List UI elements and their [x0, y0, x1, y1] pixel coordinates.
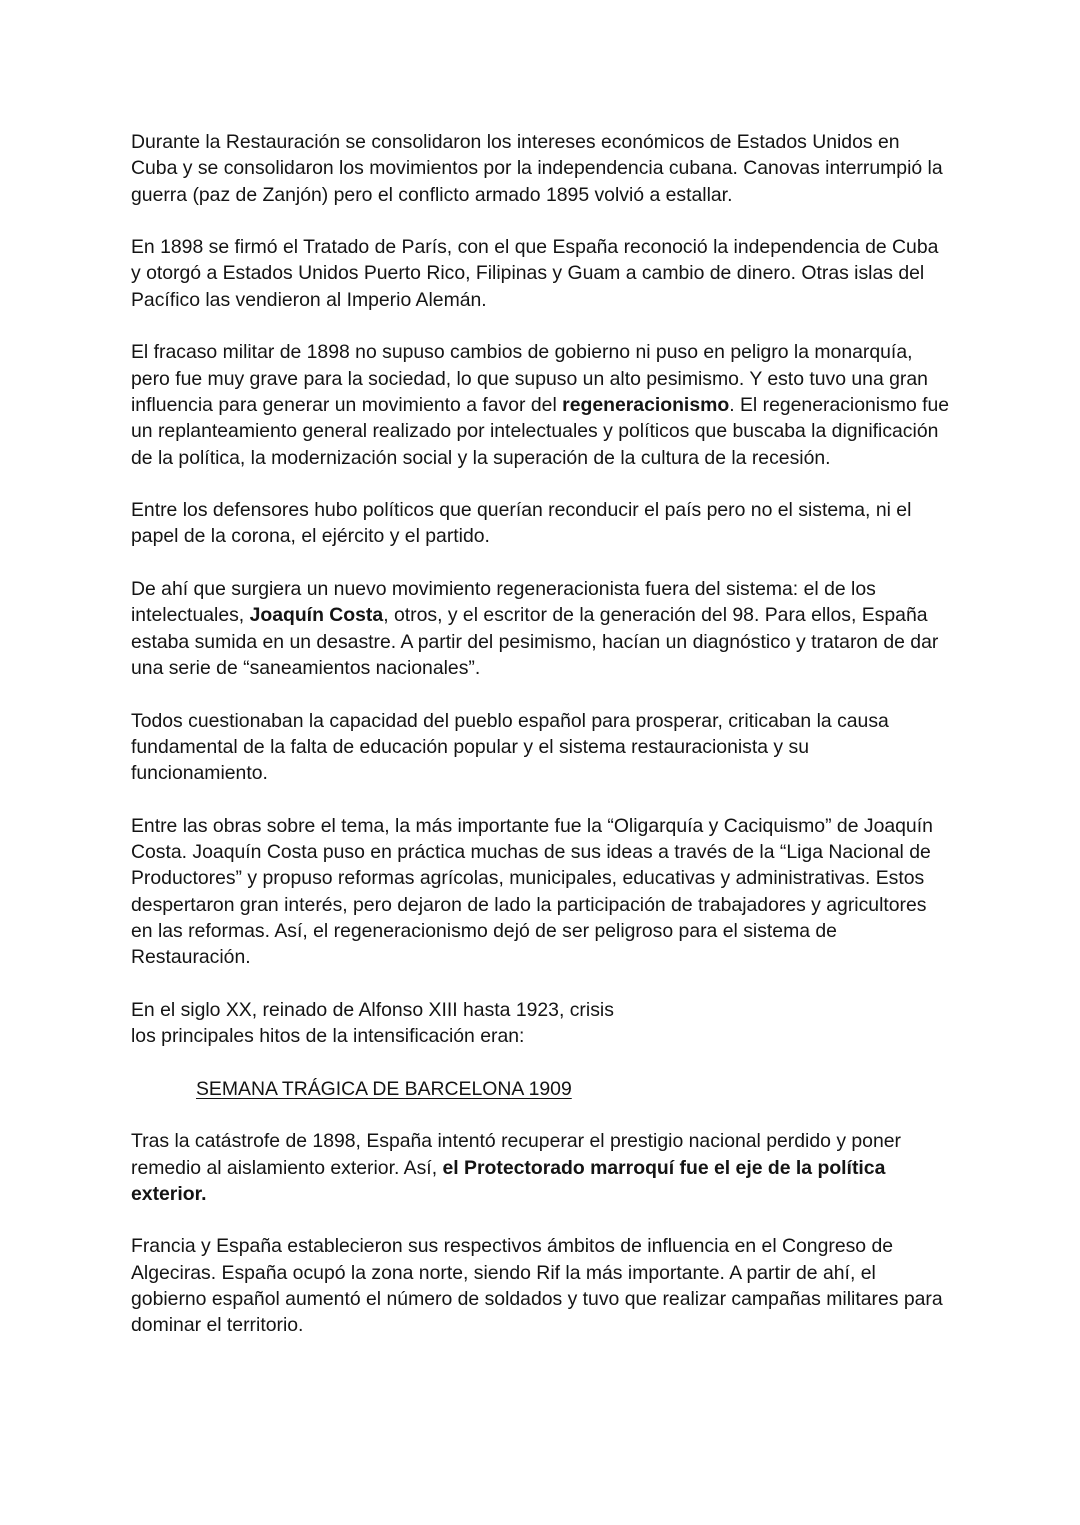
- paragraph-defensores: Entre los defensores hubo políticos que querían reconducir el país pero no el sistema, ni el papel de la corona, el ejército y el partido.: [131, 499, 912, 548]
- text-span: El fracaso militar de 1898 no supuso cambios de gobierno ni puso en peligro la monarquía, pero fue muy grave para la sociedad, lo que supuso un alto pesimismo. Y esto tuvo una gran influencia para generar un movimiento a favor del: [131, 341, 928, 416]
- text-span: Tras la catástrofe de 1898, España intentó recuperar el prestigio nacional perdido y poner remedio al aislamiento exterior. Así,: [131, 1130, 901, 1179]
- text-span: De ahí que surgiera un nuevo movimiento regeneracionista fuera del sistema: el de los intelectuales,: [131, 578, 876, 627]
- paragraph-siglo-xx: [131, 997, 951, 1050]
- bold-term-joaquin-costa: Joaquín Costa: [249, 604, 384, 627]
- paragraph-intelectuales: [131, 576, 951, 681]
- bold-phrase-protectorado: el Protectorado marroquí fue el eje de la política exterior.: [131, 1156, 886, 1205]
- section-heading-semana-tragica: SEMANA TRÁGICA DE BARCELONA 1909: [196, 1077, 572, 1100]
- bold-term-regeneracionismo: regeneracionismo: [562, 393, 730, 416]
- paragraph-algeciras: Francia y España establecieron sus respectivos ámbitos de influencia en el Congreso de Algeciras. España ocupó la zona norte, siendo Rif la más importante. A partir de ahí, el gobierno español aumentó el número de soldados y tuvo que realizar campañas militares para dominar el territorio.: [131, 1235, 943, 1337]
- document-page: [131, 129, 951, 1365]
- text-line: los principales hitos de la intensificación eran:: [131, 1025, 525, 1048]
- text-span: , otros, y el escritor de la generación del 98. Para ellos, España estaba sumida en un desastre. A partir del pesimismo, hacían un diagnóstico y trataron de dar una serie de “saneamientos nacionales”.: [131, 604, 939, 679]
- paragraph-tratado-paris: En 1898 se firmó el Tratado de París, con el que España reconoció la independencia de Cuba y otorgó a Estados Unidos Puerto Rico, Filipinas y Guam a cambio de dinero. Otras islas del Pacífico las vendieron al Imperio Alemán.: [131, 236, 939, 311]
- text-span: . El regeneracionismo fue un replanteamiento general realizado por intelectuales y políticos que buscaba la dignificación de la política, la modernización social y la superación de la cultura de la recesión.: [131, 393, 950, 469]
- paragraph-cuba-restauracion: Durante la Restauración se consolidaron los intereses económicos de Estados Unidos en Cuba y se consolidaron los movimientos por la independencia cubana. Canovas interrumpió la guerra (paz de Zanjón) pero el conflicto armado 1895 volvió a estallar.: [131, 131, 943, 206]
- paragraph-obras: Entre las obras sobre el tema, la más importante fue la “Oligarquía y Caciquismo” de Joaquín Costa. Joaquín Costa puso en práctica muchas de sus ideas a través de la “Liga Nacional de Productores” y propuso reformas agrícolas, municipales, educativas y administrativas. Estos despertaron gran interés, pero dejaron de lado la participación de trabajadores y agricultores en las reformas. Así, el regeneracionismo dejó de ser peligroso para el sistema de Restauración.: [131, 814, 933, 969]
- paragraph-fracaso-1898: [131, 339, 951, 470]
- paragraph-protectorado: [131, 1128, 951, 1207]
- text-line: En el siglo XX, reinado de Alfonso XIII hasta 1923, crisis: [131, 998, 614, 1021]
- paragraph-cuestionaban: Todos cuestionaban la capacidad del pueblo español para prosperar, criticaban la causa fundamental de la falta de educación popular y el sistema restauracionista y su funcionamiento.: [131, 709, 889, 785]
